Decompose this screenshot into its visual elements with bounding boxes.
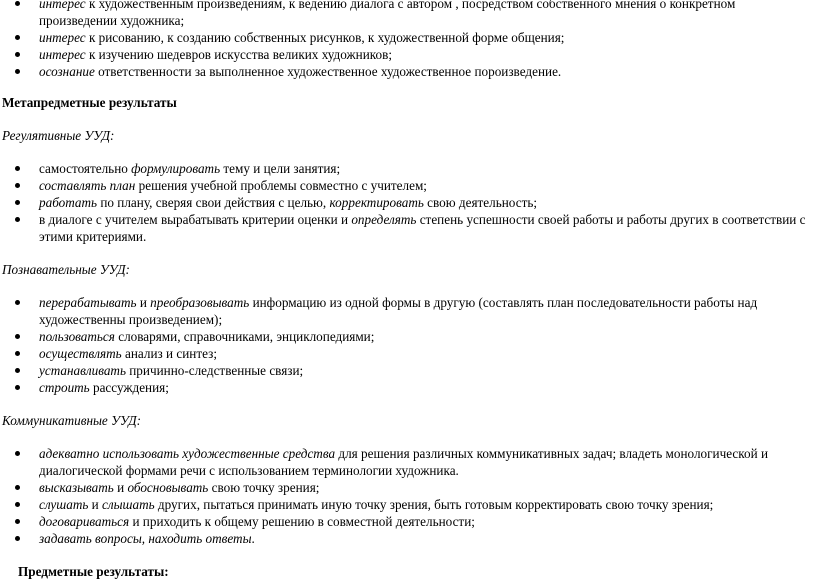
emphasized-term: задавать вопросы, находить ответы xyxy=(39,531,252,546)
item-text: самостоятельно xyxy=(39,161,132,176)
list-item xyxy=(0,0,816,29)
item-text: к художественным произведениям, к ведению диалога с автором , посредством собственного мнения о конкретном произведении художника; xyxy=(39,0,736,28)
list-item xyxy=(0,513,816,530)
section-title-subject-results: Предметные результаты: xyxy=(18,564,169,579)
emphasized-term: преобразовывать xyxy=(150,295,250,310)
item-text: причинно-следственные связи; xyxy=(125,363,304,378)
item-text: к рисованию, к созданию собственных рисунков, к художественной форме общения; xyxy=(85,30,565,45)
emphasized-term: строить xyxy=(39,380,90,395)
item-text: анализ и синтез; xyxy=(121,346,217,361)
emphasized-term: слышать xyxy=(102,497,155,512)
emphasized-term: перерабатывать xyxy=(39,295,137,310)
emphasized-term: слушать xyxy=(39,497,89,512)
item-text: степень успешности своей работы и работы других в соответствии с этими критериями. xyxy=(39,212,806,244)
subsection-title-cognitive: Познавательные УУД: xyxy=(2,262,130,277)
list-item xyxy=(0,211,816,245)
item-text: тему и цели занятия; xyxy=(220,161,341,176)
list-item xyxy=(0,294,816,328)
emphasized-term: работать xyxy=(39,195,98,210)
emphasized-term: формулировать xyxy=(131,161,221,176)
emphasized-term: высказывать xyxy=(39,480,114,495)
item-text: и приходить к общему решению в совместной деятельности; xyxy=(129,514,475,529)
emphasized-term: интерес xyxy=(39,30,86,45)
item-text: в диалоге с учителем вырабатывать критерии оценки и xyxy=(39,212,352,227)
list-item xyxy=(0,345,816,362)
emphasized-term: определять xyxy=(351,212,417,227)
item-text: и xyxy=(136,295,151,310)
list-item xyxy=(0,479,816,496)
item-text: словарями, справочниками, энциклопедиями; xyxy=(114,329,375,344)
personal-results-list xyxy=(0,0,816,80)
item-text: информацию из одной формы в другую (составлять план последовательности работы над художественны произведением); xyxy=(39,295,758,327)
cognitive-list xyxy=(0,294,816,396)
regulative-list xyxy=(0,160,816,245)
emphasized-term: обосновывать xyxy=(127,480,209,495)
item-text: по плану, сверяя свои действия с целью, xyxy=(97,195,330,210)
list-item xyxy=(0,445,816,479)
emphasized-term: осознание xyxy=(39,64,95,79)
list-item xyxy=(0,362,816,379)
subsection-title-communicative: Коммуникативные УУД: xyxy=(2,413,142,428)
item-text: других, пытаться принимать иную точку зрения, быть готовым корректировать свою точку зрения; xyxy=(154,497,714,512)
item-text: и xyxy=(113,480,128,495)
item-text: свою точку зрения; xyxy=(208,480,320,495)
section-title-metasubject: Метапредметные результаты xyxy=(2,95,177,110)
item-text: рассуждения; xyxy=(89,380,169,395)
list-item xyxy=(0,177,816,194)
list-item xyxy=(0,194,816,211)
emphasized-term: корректировать xyxy=(329,195,424,210)
emphasized-term: осуществлять xyxy=(39,346,122,361)
emphasized-term: устанавливать xyxy=(39,363,126,378)
item-text: ответственности за выполненное художественное художественное пороизведение. xyxy=(94,64,562,79)
emphasized-term: пользоваться xyxy=(39,329,115,344)
item-text: решения учебной проблемы совместно с учителем; xyxy=(135,178,427,193)
item-text: к изучению шедевров искусства великих художников; xyxy=(85,47,392,62)
communicative-list xyxy=(0,445,816,547)
list-item xyxy=(0,530,816,547)
emphasized-term: интерес xyxy=(39,47,86,62)
emphasized-term: договариваться xyxy=(39,514,130,529)
emphasized-term: адекватно использовать художественные средства xyxy=(39,446,336,461)
list-item xyxy=(0,379,816,396)
list-item xyxy=(0,160,816,177)
emphasized-term: интерес xyxy=(39,0,86,11)
list-item xyxy=(0,328,816,345)
item-text: и xyxy=(88,497,103,512)
emphasized-term: составлять план xyxy=(39,178,136,193)
list-item xyxy=(0,496,816,513)
list-item xyxy=(0,46,816,63)
item-text: для решения различных коммуникативных задач; владеть монологической и диалогической формами речи с использованием терминологии художника. xyxy=(39,446,769,478)
list-item xyxy=(0,29,816,46)
list-item xyxy=(0,63,816,80)
subsection-title-regulative: Регулятивные УУД: xyxy=(2,128,115,143)
item-text: свою деятельность; xyxy=(423,195,538,210)
item-text: . xyxy=(251,531,255,546)
